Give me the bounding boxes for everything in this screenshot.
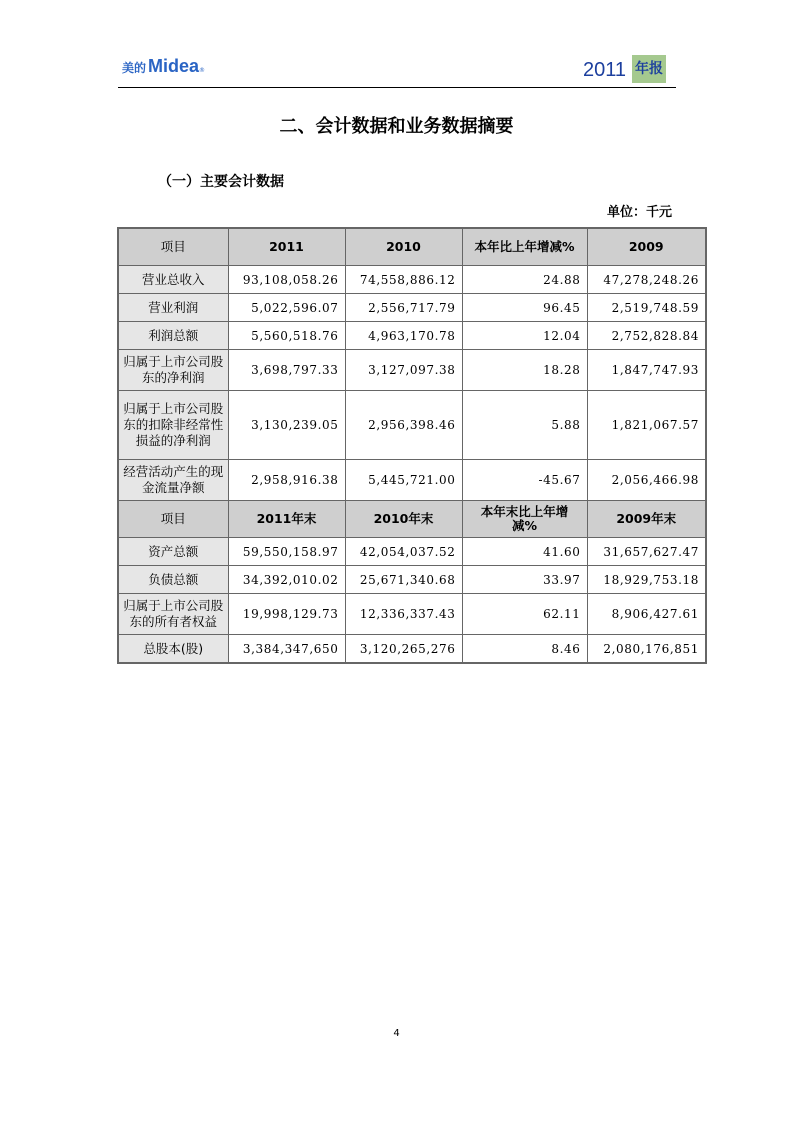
row-label: 利润总额 bbox=[118, 322, 228, 350]
value-cell: 18,929,753.18 bbox=[587, 566, 706, 594]
page-header bbox=[118, 50, 676, 88]
row-label: 营业总收入 bbox=[118, 266, 228, 294]
value-cell: 2,752,828.84 bbox=[587, 322, 706, 350]
value-cell: 12.04 bbox=[462, 322, 587, 350]
value-cell: 33.97 bbox=[462, 566, 587, 594]
value-cell: 18.28 bbox=[462, 350, 587, 391]
value-cell: 41.60 bbox=[462, 538, 587, 566]
value-cell: 47,278,248.26 bbox=[587, 266, 706, 294]
value-cell: 74,558,886.12 bbox=[345, 266, 462, 294]
section-title: 二、会计数据和业务数据摘要 bbox=[279, 116, 514, 137]
row-label: 负债总额 bbox=[118, 566, 228, 594]
table-row bbox=[118, 594, 706, 635]
accounting-data-table bbox=[117, 227, 707, 664]
value-cell: 5,022,596.07 bbox=[228, 294, 345, 322]
value-cell: 12,336,337.43 bbox=[345, 594, 462, 635]
value-cell: 25,671,340.68 bbox=[345, 566, 462, 594]
row-label: 总股本(股) bbox=[118, 635, 228, 664]
value-cell: 5.88 bbox=[462, 391, 587, 460]
header-cell: 项目 bbox=[118, 501, 228, 538]
table-row bbox=[118, 566, 706, 594]
header-cell: 2011年末 bbox=[228, 501, 345, 538]
header-report-label: 年报 bbox=[632, 55, 666, 83]
value-cell: 5,560,518.76 bbox=[228, 322, 345, 350]
table-row bbox=[118, 460, 706, 501]
value-cell: 3,127,097.38 bbox=[345, 350, 462, 391]
header-cell: 2010年末 bbox=[345, 501, 462, 538]
logo-chinese-text: 美的 bbox=[122, 61, 147, 75]
value-cell: 3,384,347,650 bbox=[228, 635, 345, 664]
value-cell: 3,120,265,276 bbox=[345, 635, 462, 664]
value-cell: 5,445,721.00 bbox=[345, 460, 462, 501]
value-cell: 93,108,058.26 bbox=[228, 266, 345, 294]
value-cell: 1,821,067.57 bbox=[587, 391, 706, 460]
value-cell: 3,130,239.05 bbox=[228, 391, 345, 460]
header-divider bbox=[118, 87, 676, 88]
value-cell: 1,847,747.93 bbox=[587, 350, 706, 391]
table-row bbox=[118, 538, 706, 566]
table-row bbox=[118, 266, 706, 294]
value-cell: 2,956,398.46 bbox=[345, 391, 462, 460]
value-cell: 42,054,037.52 bbox=[345, 538, 462, 566]
value-cell: 2,958,916.38 bbox=[228, 460, 345, 501]
table-header-row bbox=[118, 228, 706, 266]
subsection-title: （一）主要会计数据 bbox=[158, 174, 284, 190]
header-cell: 本年比上年增减% bbox=[462, 228, 587, 266]
table-header-row bbox=[118, 501, 706, 538]
row-label: 归属于上市公司股东的所有者权益 bbox=[118, 594, 228, 635]
value-cell: 8,906,427.61 bbox=[587, 594, 706, 635]
header-cell: 2011 bbox=[228, 228, 345, 266]
value-cell: 2,519,748.59 bbox=[587, 294, 706, 322]
value-cell: 31,657,627.47 bbox=[587, 538, 706, 566]
row-label: 归属于上市公司股东的扣除非经常性损益的净利润 bbox=[118, 391, 228, 460]
header-cell: 2009年末 bbox=[587, 501, 706, 538]
value-cell: 2,556,717.79 bbox=[345, 294, 462, 322]
row-label: 营业利润 bbox=[118, 294, 228, 322]
value-cell: 4,963,170.78 bbox=[345, 322, 462, 350]
value-cell: 96.45 bbox=[462, 294, 587, 322]
logo-english-text: Midea bbox=[148, 56, 200, 76]
table-row bbox=[118, 635, 706, 664]
value-cell: 2,056,466.98 bbox=[587, 460, 706, 501]
value-cell: 24.88 bbox=[462, 266, 587, 294]
value-cell: 62.11 bbox=[462, 594, 587, 635]
row-label: 经营活动产生的现金流量净额 bbox=[118, 460, 228, 501]
table-row bbox=[118, 294, 706, 322]
page-number: 4 bbox=[393, 1028, 400, 1039]
header-cell: 2010 bbox=[345, 228, 462, 266]
logo-registered-mark: ® bbox=[199, 67, 206, 74]
table-row bbox=[118, 322, 706, 350]
value-cell: 2,080,176,851 bbox=[587, 635, 706, 664]
unit-label: 单位：千元 bbox=[606, 205, 672, 220]
header-year: 2011 bbox=[582, 59, 626, 81]
value-cell: 19,998,129.73 bbox=[228, 594, 345, 635]
table-row bbox=[118, 350, 706, 391]
row-label: 归属于上市公司股东的净利润 bbox=[118, 350, 228, 391]
value-cell: 59,550,158.97 bbox=[228, 538, 345, 566]
value-cell: 34,392,010.02 bbox=[228, 566, 345, 594]
midea-logo bbox=[122, 56, 205, 77]
header-cell: 2009 bbox=[587, 228, 706, 266]
table-row bbox=[118, 391, 706, 460]
header-cell: 本年末比上年增减% bbox=[462, 501, 587, 538]
row-label: 资产总额 bbox=[118, 538, 228, 566]
value-cell: 3,698,797.33 bbox=[228, 350, 345, 391]
value-cell: -45.67 bbox=[462, 460, 587, 501]
header-cell: 项目 bbox=[118, 228, 228, 266]
value-cell: 8.46 bbox=[462, 635, 587, 664]
